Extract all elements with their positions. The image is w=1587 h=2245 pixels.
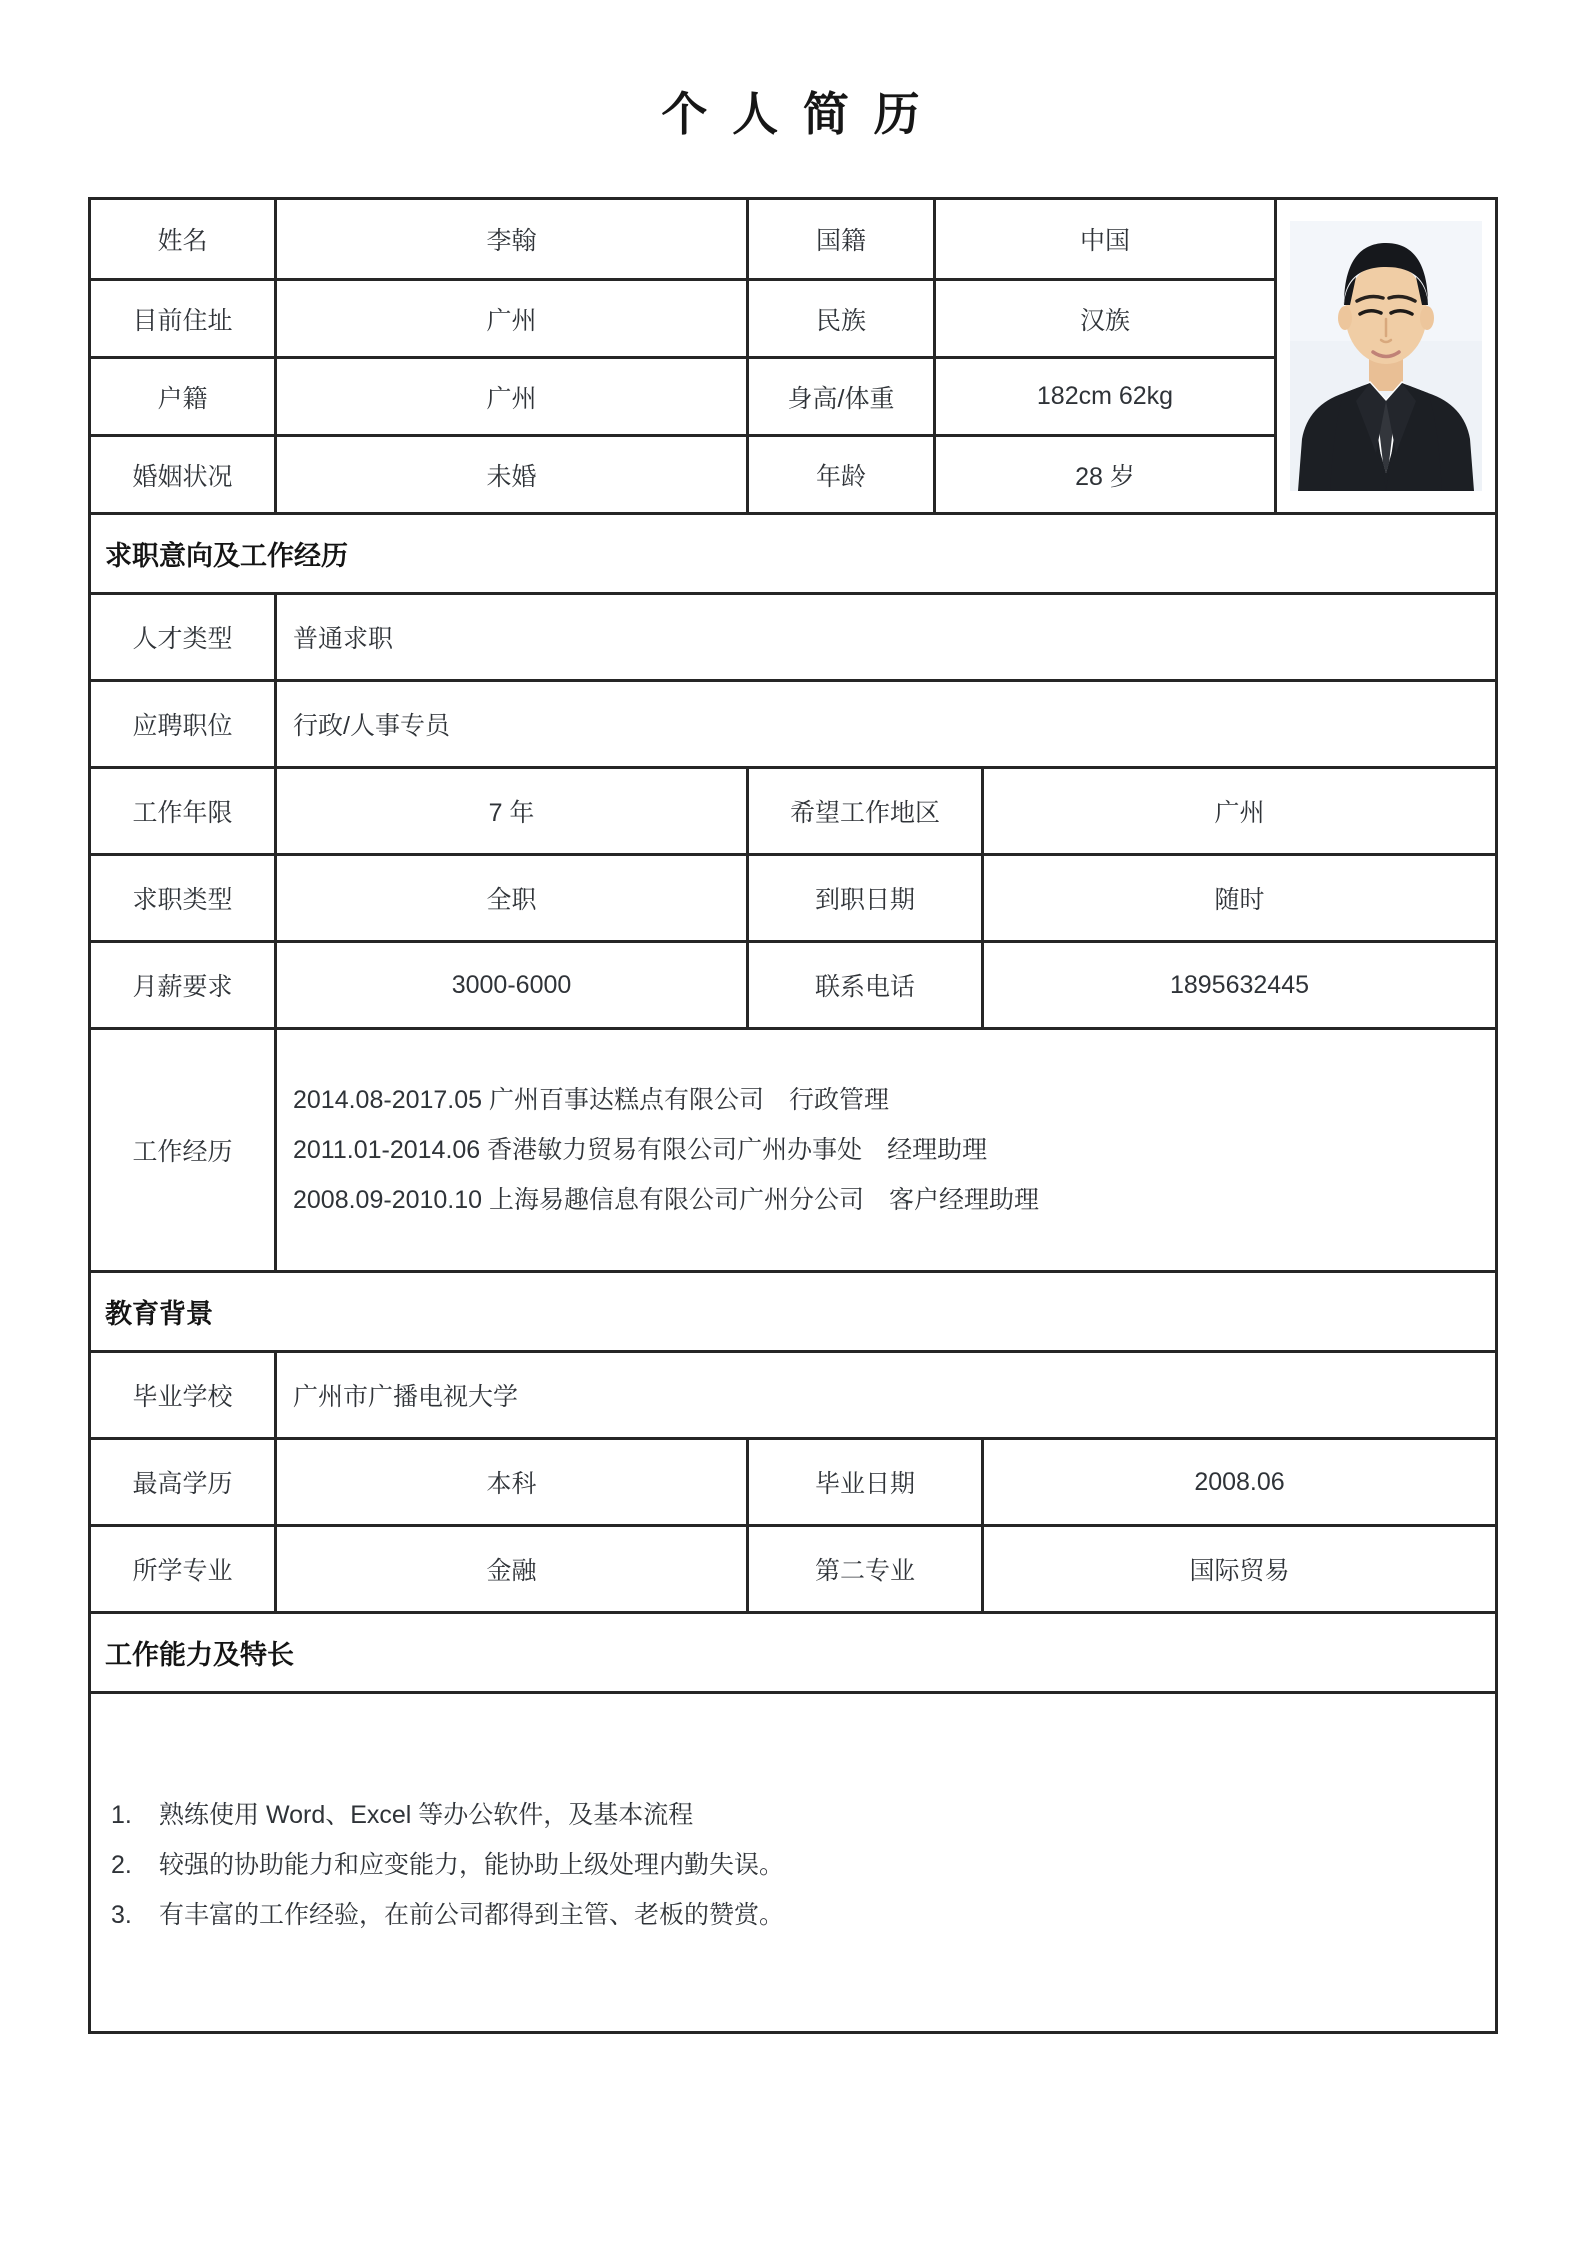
work-experience-line: 2011.01-2014.06 香港敏力贸易有限公司广州办事处 经理助理 — [293, 1136, 988, 1164]
field-value: 李翰 — [274, 200, 746, 278]
section-header-education: 教育背景 — [91, 1270, 1495, 1350]
list-item-text: 较强的协助能力和应变能力，能协助上级处理内勤失误。 — [159, 1851, 785, 1879]
field-value: 国际贸易 — [981, 1527, 1495, 1611]
list-item-number: 3. — [111, 1901, 132, 1929]
field-label: 到职日期 — [746, 856, 981, 940]
list-item-text: 有丰富的工作经验，在前公司都得到主管、老板的赞赏。 — [159, 1901, 785, 1929]
field-value: 182cm 62kg — [933, 356, 1274, 434]
table-row — [91, 940, 1495, 1027]
field-value: 7 年 — [274, 769, 746, 853]
field-value: 广州 — [981, 769, 1495, 853]
section-header-skills: 工作能力及特长 — [91, 1611, 1495, 1691]
table-row — [91, 592, 1495, 679]
field-value: 汉族 — [933, 278, 1274, 356]
table-row — [91, 766, 1495, 853]
field-label: 姓名 — [157, 227, 208, 255]
page-title: 个 人 简 历 — [661, 88, 926, 140]
field-label: 毕业学校 — [132, 1383, 233, 1411]
table-row — [91, 679, 1495, 766]
field-label: 户籍 — [91, 356, 274, 434]
field-label: 求职类型 — [132, 886, 233, 914]
field-value: 广州 — [274, 278, 746, 356]
table-row — [91, 853, 1495, 940]
field-value: 本科 — [274, 1440, 746, 1524]
work-experience-line: 2014.08-2017.05 广州百事达糕点有限公司 行政管理 — [293, 1086, 890, 1114]
work-experience-line: 2008.09-2010.10 上海易趣信息有限公司广州分公司 客户经理助理 — [293, 1186, 1040, 1214]
table-row — [91, 1437, 1495, 1524]
work-experience-row — [91, 1027, 1495, 1270]
field-value: 行政/人事专员 — [274, 682, 1495, 766]
id-photo — [1290, 221, 1482, 491]
field-value: 2008.06 — [981, 1440, 1495, 1524]
field-label: 婚姻状况 — [91, 434, 274, 512]
table-row — [91, 1524, 1495, 1611]
field-value: 金融 — [274, 1527, 746, 1611]
field-label: 工作年限 — [132, 799, 233, 827]
field-label: 身高/体重 — [746, 356, 933, 434]
list-item — [105, 1790, 1471, 1840]
field-value: 1895632445 — [981, 943, 1495, 1027]
field-label: 民族 — [746, 278, 933, 356]
field-label: 年龄 — [746, 434, 933, 512]
field-label: 应聘职位 — [132, 712, 233, 740]
list-item-text: 熟练使用 Word、Excel 等办公软件，及基本流程 — [159, 1801, 694, 1829]
field-value: 未婚 — [274, 434, 746, 512]
field-value: 中国 — [933, 200, 1274, 278]
id-photo-cell — [1274, 200, 1495, 512]
resume-table — [88, 197, 1498, 2034]
list-item-number: 2. — [111, 1851, 132, 1879]
field-label: 月薪要求 — [132, 973, 233, 1001]
work-experience-list — [274, 1030, 1495, 1270]
field-label: 最高学历 — [132, 1470, 233, 1498]
field-value: 随时 — [981, 856, 1495, 940]
section-header-job-intent: 求职意向及工作经历 — [91, 512, 1495, 592]
field-value: 3000-6000 — [274, 943, 746, 1027]
field-label: 第二专业 — [746, 1527, 981, 1611]
field-label: 所学专业 — [132, 1557, 233, 1585]
field-label: 人才类型 — [132, 625, 233, 653]
field-label: 毕业日期 — [746, 1440, 981, 1524]
list-item-number: 1. — [111, 1801, 132, 1829]
field-label: 联系电话 — [746, 943, 981, 1027]
field-label: 目前住址 — [91, 278, 274, 356]
field-label: 希望工作地区 — [746, 769, 981, 853]
field-value: 普通求职 — [274, 595, 1495, 679]
table-row — [91, 1350, 1495, 1437]
skills-content — [91, 1691, 1495, 2031]
field-label: 工作经历 — [132, 1138, 233, 1166]
field-value: 28 岁 — [933, 434, 1274, 512]
list-item — [105, 1890, 1471, 1940]
field-value: 广州市广播电视大学 — [274, 1353, 1495, 1437]
field-value: 广州 — [274, 356, 746, 434]
field-label: 国籍 — [746, 200, 933, 278]
list-item — [105, 1840, 1471, 1890]
personal-info-section — [91, 200, 1495, 512]
field-value: 全职 — [274, 856, 746, 940]
